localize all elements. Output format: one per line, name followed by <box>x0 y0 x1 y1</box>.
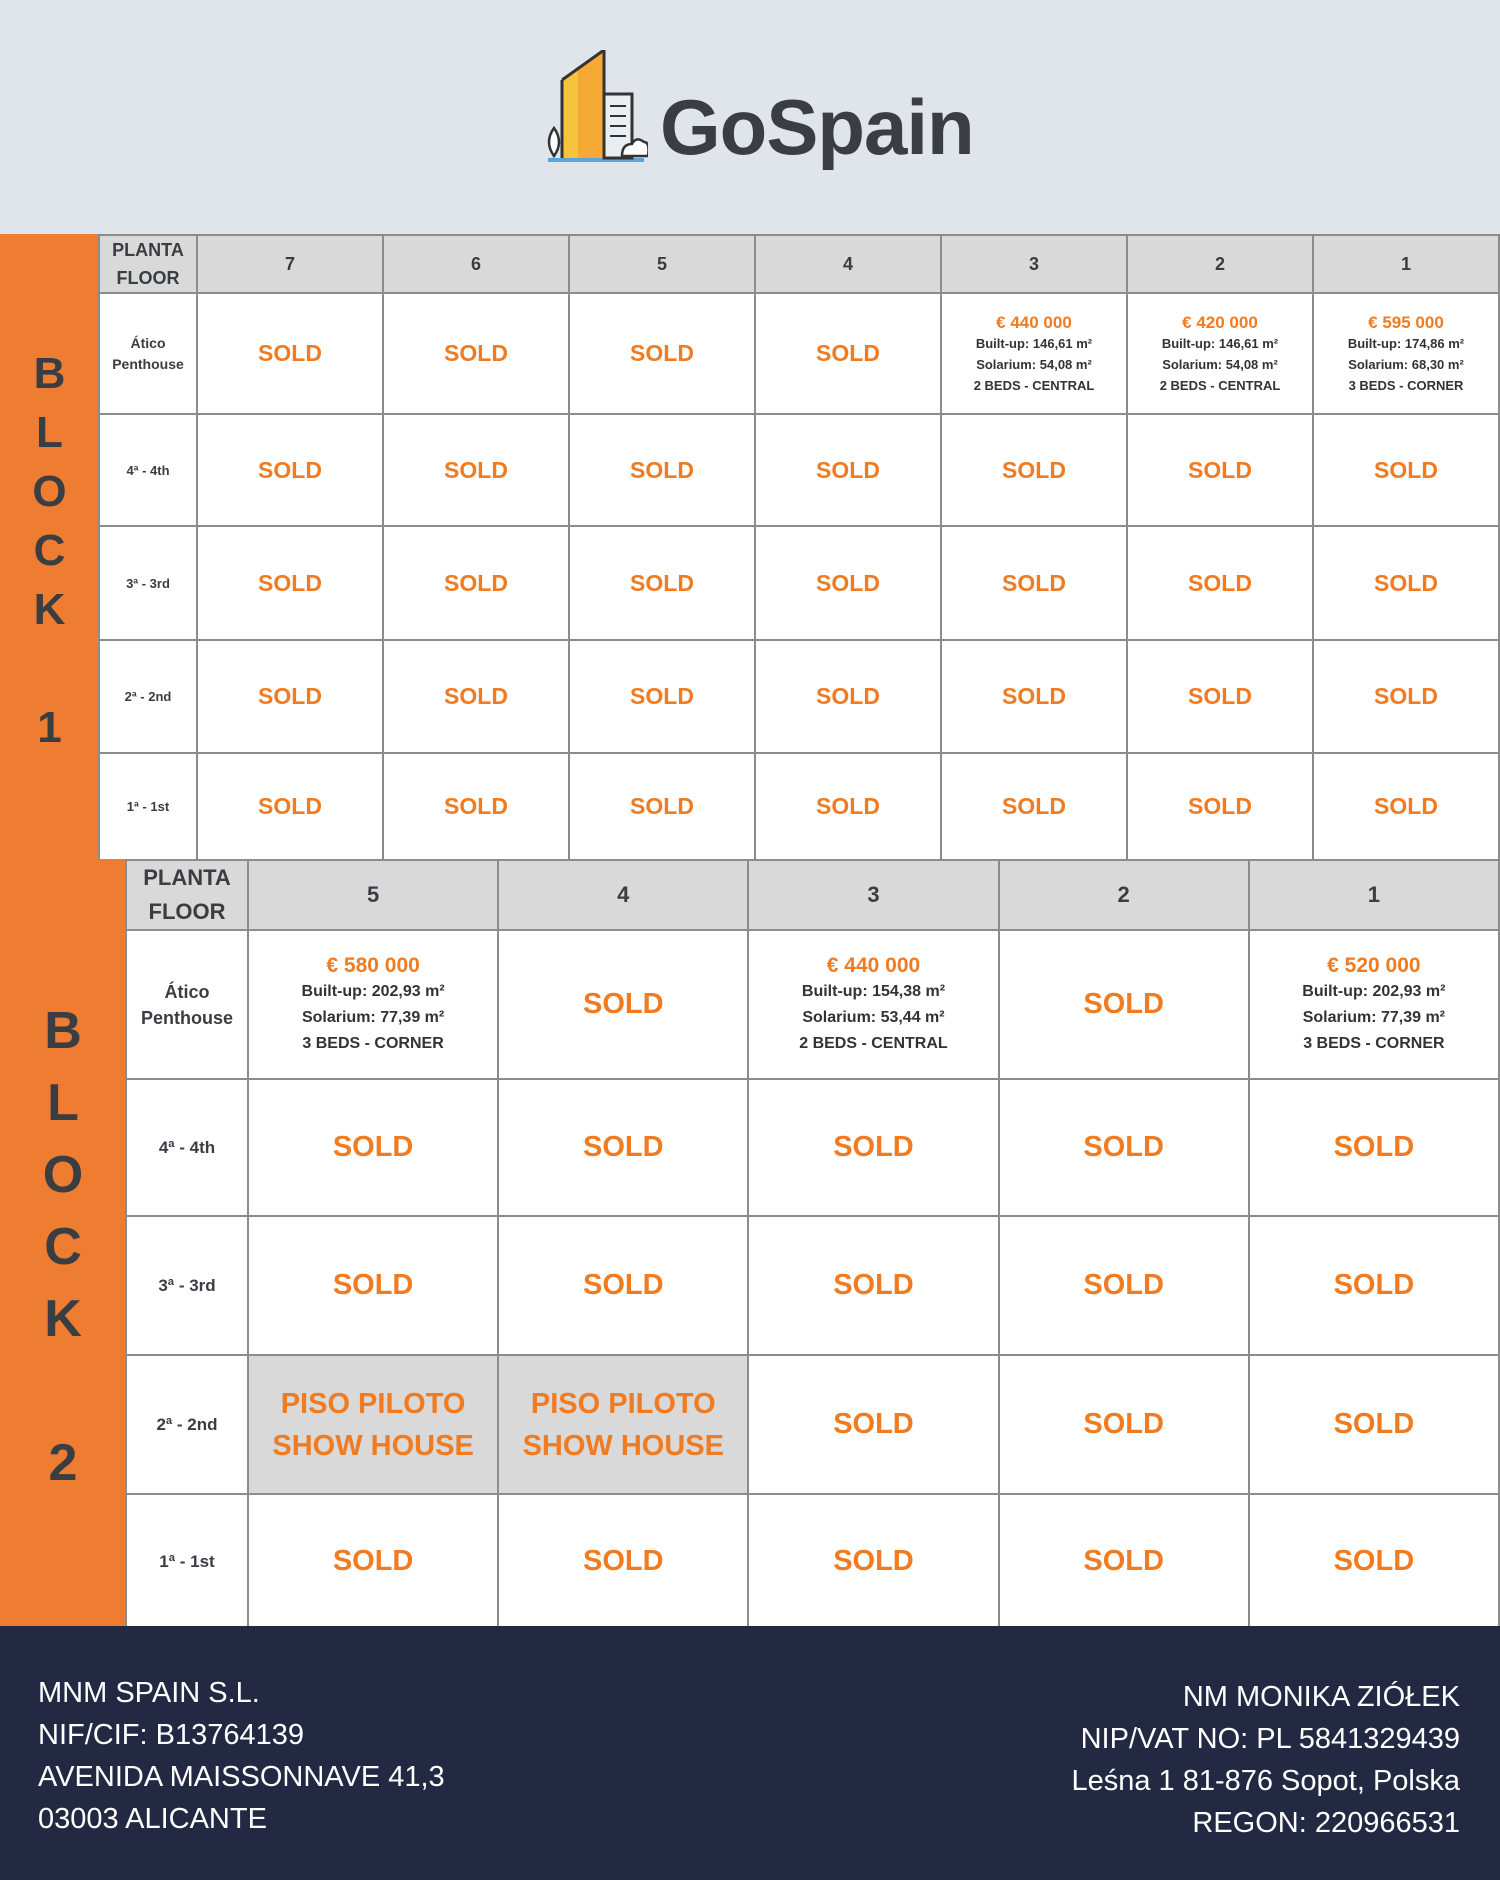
unit-cell <box>941 753 1127 860</box>
unit-solarium: Solarium: 54,08 m² <box>1162 356 1278 372</box>
unit-solarium: Solarium: 53,44 m² <box>802 1008 945 1026</box>
column-header: 5 <box>248 860 498 930</box>
block-2-panel <box>0 859 126 1626</box>
sold-status: SOLD <box>258 340 322 366</box>
unit-cell <box>383 753 569 860</box>
unit-cell <box>248 1216 498 1355</box>
floor-label-text: 4ª - 4th <box>126 462 170 478</box>
unit-cell <box>999 1216 1249 1355</box>
unit-cell <box>1127 753 1313 860</box>
column-header: 5 <box>569 235 755 293</box>
unit-cell <box>755 753 941 860</box>
unit-cell <box>498 1494 748 1629</box>
floor-label-text: 2ª - 2nd <box>156 1414 218 1434</box>
unit-cell <box>1249 1216 1499 1355</box>
unit-cell <box>941 526 1127 640</box>
unit-cell <box>1313 293 1499 414</box>
footer-company-left <box>38 1672 445 1840</box>
block-letter: B <box>44 1002 82 1060</box>
unit-cell <box>755 293 941 414</box>
unit-price: € 595 000 <box>1368 312 1444 332</box>
unit-cell <box>498 1079 748 1216</box>
unit-built: Built-up: 146,61 m² <box>975 335 1093 351</box>
column-header: 1 <box>1313 235 1499 293</box>
unit-cell <box>383 414 569 526</box>
unit-cell <box>941 414 1127 526</box>
unit-beds: 3 BEDS - CORNER <box>1348 377 1464 393</box>
sold-status: SOLD <box>1188 569 1252 596</box>
floor-row-label <box>99 414 197 526</box>
floor-label-text: 2ª - 2nd <box>124 689 172 704</box>
unit-cell <box>498 1355 748 1494</box>
floor-row-label <box>126 1079 248 1216</box>
unit-cell <box>248 1355 498 1494</box>
footer-line: Leśna 1 81-876 Sopot, Polska <box>1071 1765 1460 1797</box>
sold-status: SOLD <box>1333 1269 1415 1301</box>
column-header: 7 <box>197 235 383 293</box>
unit-cell <box>748 1216 998 1355</box>
unit-solarium: Solarium: 68,30 m² <box>1348 356 1464 372</box>
unit-cell <box>748 1355 998 1494</box>
block-1-panel <box>0 234 99 859</box>
floor-row-label <box>99 526 197 640</box>
footer-line: REGON: 220966531 <box>1192 1807 1460 1839</box>
sold-status: SOLD <box>833 1545 914 1577</box>
sold-status: SOLD <box>258 683 322 709</box>
sold-status: SOLD <box>583 1545 664 1577</box>
sold-status: SOLD <box>1333 1545 1415 1577</box>
block-2-label <box>0 995 126 1499</box>
block-letter: K <box>44 1290 82 1348</box>
sold-status: SOLD <box>1083 988 1164 1020</box>
unit-cell <box>197 753 383 860</box>
block-letter: 1 <box>37 703 62 752</box>
unit-solarium: Solarium: 77,39 m² <box>301 1008 445 1026</box>
unit-built: Built-up: 174,86 m² <box>1347 335 1465 351</box>
unit-cell <box>1313 526 1499 640</box>
planta-label: PLANTA <box>143 865 231 890</box>
sold-status: SOLD <box>332 1269 414 1301</box>
sold-status: SOLD <box>833 1131 914 1163</box>
table-row <box>99 640 1499 753</box>
sold-status: SOLD <box>332 1545 414 1577</box>
unit-cell <box>569 753 755 860</box>
planta-floor-header <box>99 235 197 293</box>
unit-cell <box>383 293 569 414</box>
unit-built: Built-up: 202,93 m² <box>1302 982 1446 1000</box>
unit-cell <box>248 930 498 1079</box>
sold-status: SOLD <box>444 683 508 709</box>
column-header: 2 <box>999 860 1249 930</box>
sold-status: SOLD <box>444 569 508 596</box>
unit-cell <box>569 526 755 640</box>
floor-label-line: Penthouse <box>112 355 184 372</box>
sold-status: SOLD <box>1374 569 1438 596</box>
unit-cell <box>498 1216 748 1355</box>
sold-status: SOLD <box>1002 456 1066 483</box>
block-letter: L <box>36 408 63 457</box>
block-letter: 2 <box>48 1434 78 1492</box>
unit-beds: 3 BEDS - CORNER <box>1303 1034 1445 1052</box>
footer-line: NM MONIKA ZIÓŁEK <box>1182 1681 1460 1713</box>
sold-status: SOLD <box>583 1131 664 1163</box>
unit-cell <box>197 640 383 753</box>
unit-cell <box>248 1494 498 1629</box>
unit-price: € 520 000 <box>1327 953 1421 977</box>
building-logo-icon <box>538 50 648 168</box>
unit-cell <box>941 293 1127 414</box>
floor-row-label <box>99 640 197 753</box>
table-header-row <box>126 860 1499 930</box>
show-house-label: SHOW HOUSE <box>522 1429 724 1462</box>
unit-price: € 420 000 <box>1182 312 1258 332</box>
sold-status: SOLD <box>444 456 508 483</box>
sold-status: SOLD <box>1333 1408 1415 1440</box>
unit-cell <box>748 1494 998 1629</box>
column-header: 3 <box>748 860 998 930</box>
sold-status: SOLD <box>630 683 694 709</box>
unit-cell <box>1249 1355 1499 1494</box>
floor-row-label <box>126 1355 248 1494</box>
footer <box>0 1626 1500 1880</box>
table-row <box>126 930 1499 1079</box>
sold-status: SOLD <box>1002 569 1066 596</box>
unit-solarium: Solarium: 54,08 m² <box>976 356 1092 372</box>
floor-label-line: Ático <box>164 981 210 1002</box>
block-letter: L <box>47 1074 79 1132</box>
unit-beds: 2 BEDS - CENTRAL <box>1159 377 1281 393</box>
unit-beds: 2 BEDS - CENTRAL <box>973 377 1095 393</box>
unit-cell <box>1249 1494 1499 1629</box>
sold-status: SOLD <box>1374 456 1438 483</box>
unit-price: € 580 000 <box>326 953 420 977</box>
unit-cell <box>498 930 748 1079</box>
sold-status: SOLD <box>816 569 880 596</box>
unit-cell <box>569 640 755 753</box>
sold-status: SOLD <box>444 793 508 819</box>
sold-status: SOLD <box>258 793 322 819</box>
unit-cell <box>1127 293 1313 414</box>
sold-status: SOLD <box>1083 1269 1164 1301</box>
column-header: 2 <box>1127 235 1313 293</box>
unit-cell <box>999 930 1249 1079</box>
show-house-label: PISO PILOTO <box>530 1387 716 1420</box>
floor-label-text: 3ª - 3rd <box>126 575 170 591</box>
block-2-table <box>125 859 1500 1630</box>
table-row <box>126 1079 1499 1216</box>
sold-status: SOLD <box>1374 683 1438 709</box>
block-letter <box>0 1355 126 1427</box>
unit-cell <box>999 1355 1249 1494</box>
footer-line: AVENIDA MAISSONNAVE 41,3 <box>38 1761 445 1793</box>
unit-cell <box>383 526 569 640</box>
block-letter <box>0 639 99 698</box>
header-band <box>0 0 1500 234</box>
sold-status: SOLD <box>816 340 880 366</box>
floor-row-label <box>126 1494 248 1629</box>
brand-logo <box>538 48 978 178</box>
floor-row-label <box>99 293 197 414</box>
planta-floor-header <box>126 860 248 930</box>
floor-row-label <box>126 930 248 1079</box>
unit-cell <box>999 1494 1249 1629</box>
sold-status: SOLD <box>332 1131 414 1163</box>
floor-label-header: FLOOR <box>116 268 180 288</box>
unit-cell <box>1127 526 1313 640</box>
block-letter: O <box>32 467 67 516</box>
table-row <box>99 414 1499 526</box>
block-letter: O <box>42 1146 84 1204</box>
unit-price: € 440 000 <box>826 953 921 977</box>
unit-cell <box>1313 640 1499 753</box>
table-row <box>126 1216 1499 1355</box>
floor-label-line: Ático <box>130 334 166 351</box>
sold-status: SOLD <box>1083 1545 1164 1577</box>
sold-status: SOLD <box>833 1408 914 1440</box>
unit-price: € 440 000 <box>996 312 1072 332</box>
unit-cell <box>197 293 383 414</box>
column-header: 1 <box>1249 860 1499 930</box>
unit-cell <box>941 640 1127 753</box>
block-letter: B <box>33 349 66 398</box>
unit-built: Built-up: 146,61 m² <box>1161 335 1279 351</box>
sold-status: SOLD <box>258 456 322 483</box>
unit-cell <box>248 1079 498 1216</box>
block-letter: K <box>33 585 66 634</box>
sold-status: SOLD <box>833 1269 914 1301</box>
unit-cell <box>748 1079 998 1216</box>
sold-status: SOLD <box>630 340 694 366</box>
unit-beds: 2 BEDS - CENTRAL <box>799 1034 948 1052</box>
unit-cell <box>755 414 941 526</box>
unit-built: Built-up: 202,93 m² <box>301 982 445 1000</box>
floor-label-text: 4ª - 4th <box>158 1137 216 1157</box>
unit-cell <box>1249 1079 1499 1216</box>
floor-row-label <box>99 753 197 860</box>
floor-label-text: 3ª - 3rd <box>158 1275 216 1295</box>
footer-line: 03003 ALICANTE <box>38 1803 267 1835</box>
sold-status: SOLD <box>444 340 508 366</box>
unit-beds: 3 BEDS - CORNER <box>302 1034 444 1052</box>
footer-line: MNM SPAIN S.L. <box>38 1677 260 1709</box>
unit-cell <box>197 414 383 526</box>
table-row <box>99 293 1499 414</box>
unit-cell <box>1313 753 1499 860</box>
sold-status: SOLD <box>258 569 322 596</box>
table-row <box>99 526 1499 640</box>
sold-status: SOLD <box>816 793 880 819</box>
sold-status: SOLD <box>1374 793 1438 819</box>
table-row <box>126 1494 1499 1629</box>
unit-cell <box>1313 414 1499 526</box>
column-header: 6 <box>383 235 569 293</box>
sold-status: SOLD <box>630 456 694 483</box>
block-letter: C <box>44 1218 82 1276</box>
sold-status: SOLD <box>816 683 880 709</box>
table-row <box>99 753 1499 860</box>
footer-company-right <box>1071 1676 1460 1844</box>
block-1-table <box>98 234 1500 861</box>
floor-row-label <box>126 1216 248 1355</box>
footer-line: NIF/CIF: B13764139 <box>38 1719 304 1751</box>
show-house-label: SHOW HOUSE <box>272 1429 474 1462</box>
sold-status: SOLD <box>1333 1131 1415 1163</box>
sold-status: SOLD <box>1188 456 1252 483</box>
sold-status: SOLD <box>1083 1131 1164 1163</box>
unit-cell <box>569 293 755 414</box>
planta-label: PLANTA <box>112 240 184 260</box>
sold-status: SOLD <box>1188 793 1252 819</box>
block-letter: C <box>33 526 66 575</box>
sold-status: SOLD <box>1002 793 1066 819</box>
sold-status: SOLD <box>583 988 664 1020</box>
unit-cell <box>569 414 755 526</box>
unit-cell <box>1127 640 1313 753</box>
unit-cell <box>197 526 383 640</box>
table-header-row <box>99 235 1499 293</box>
table-row <box>126 1355 1499 1494</box>
unit-cell <box>999 1079 1249 1216</box>
column-header: 4 <box>755 235 941 293</box>
sold-status: SOLD <box>630 569 694 596</box>
unit-cell <box>755 526 941 640</box>
floor-label-text: 1ª - 1st <box>126 799 170 814</box>
unit-cell <box>1249 930 1499 1079</box>
floor-label-line: Penthouse <box>140 1007 233 1028</box>
floor-label-header: FLOOR <box>148 899 226 924</box>
brand-name: GoSpain <box>660 83 974 171</box>
sold-status: SOLD <box>816 456 880 483</box>
unit-cell <box>748 930 998 1079</box>
column-header: 4 <box>498 860 748 930</box>
floor-label-text: 1ª - 1st <box>159 1551 215 1571</box>
sold-status: SOLD <box>1002 683 1066 709</box>
footer-line: NIP/VAT NO: PL 5841329439 <box>1080 1723 1460 1755</box>
sold-status: SOLD <box>1083 1408 1164 1440</box>
sold-status: SOLD <box>583 1269 664 1301</box>
unit-cell <box>1127 414 1313 526</box>
unit-built: Built-up: 154,38 m² <box>801 982 946 1000</box>
sold-status: SOLD <box>630 793 694 819</box>
sold-status: SOLD <box>1188 683 1252 709</box>
unit-cell <box>383 640 569 753</box>
show-house-label: PISO PILOTO <box>280 1387 466 1420</box>
unit-cell <box>755 640 941 753</box>
column-header: 3 <box>941 235 1127 293</box>
unit-solarium: Solarium: 77,39 m² <box>1302 1008 1446 1026</box>
block-1-label <box>0 344 99 757</box>
